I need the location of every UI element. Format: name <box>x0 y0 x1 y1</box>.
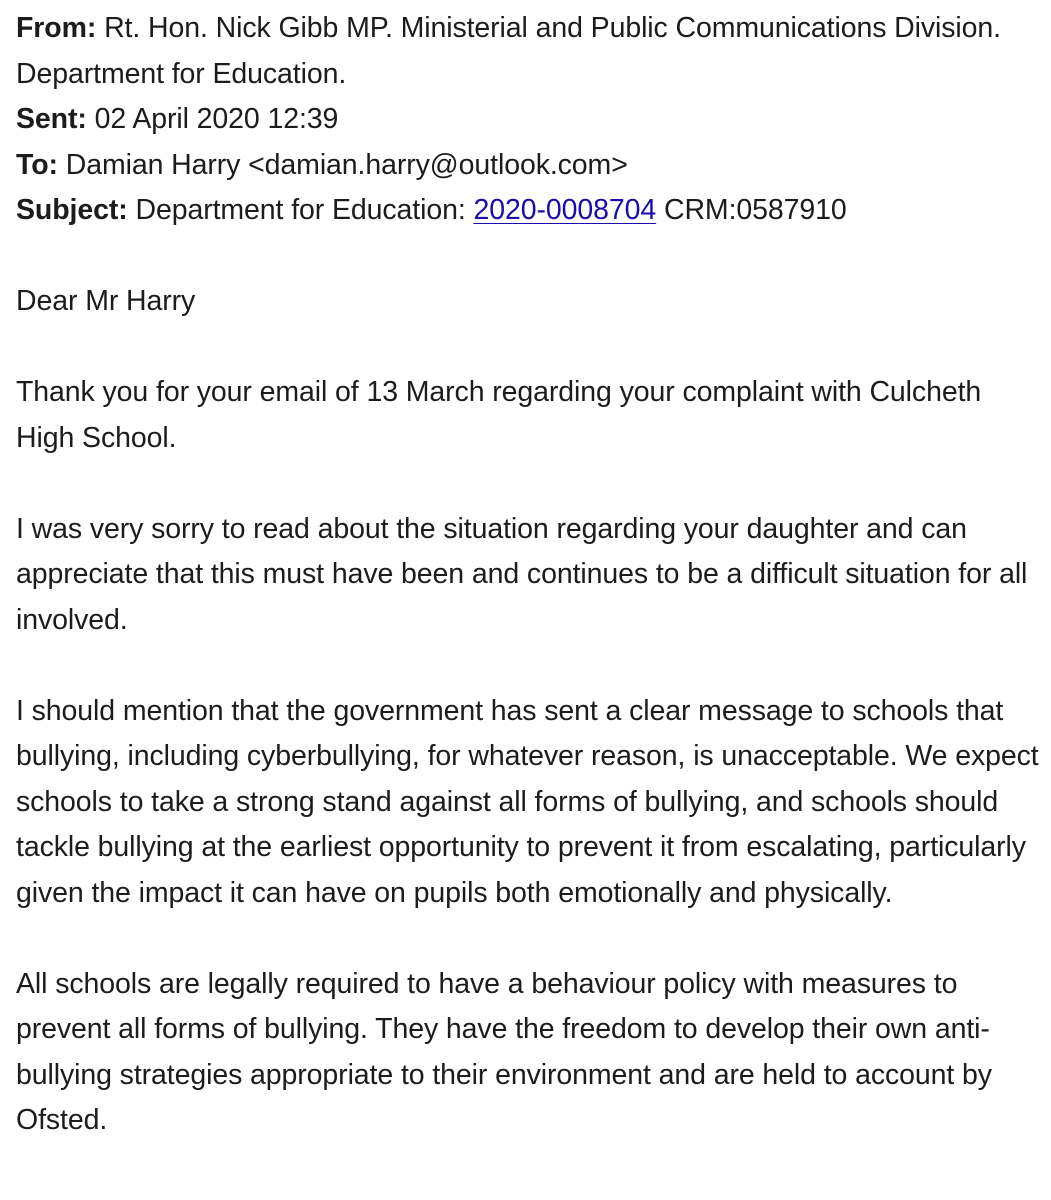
ticket-number-link[interactable]: 2020-0008704 <box>473 194 657 226</box>
subject-prefix: Department for Education: <box>135 194 466 226</box>
email-message <box>16 6 1046 1144</box>
body-paragraph-4: All schools are legally required to have a behaviour policy with measures to prevent all forms of bullying. They have the freedom to develop their own anti-bullying strategies appropriate to their environment and are held to account by Ofsted. <box>16 967 992 1136</box>
to-value: Damian Harry <damian.harry@outlook.com> <box>65 148 628 181</box>
salutation: Dear Mr Harry <box>16 285 196 317</box>
to-line <box>16 143 1046 189</box>
from-value: Rt. Hon. Nick Gibb MP. Ministerial and Public Communications Division. Department for Education. <box>16 12 1001 90</box>
email-body <box>16 279 1046 1144</box>
body-paragraph-2: I was very sorry to read about the situation regarding your daughter and can appreciate that this must have been and continues to be a difficult situation for all involved. <box>16 512 1028 636</box>
subject-line <box>16 188 1046 234</box>
sent-label: Sent: <box>16 103 87 135</box>
subject-crm-reference: CRM:0587910 <box>663 194 847 226</box>
sent-line <box>16 97 1046 143</box>
sent-value: 02 April 2020 12:39 <box>94 103 339 135</box>
email-header <box>16 6 1046 234</box>
subject-label: Subject: <box>16 194 128 226</box>
to-label: To: <box>16 148 58 181</box>
body-paragraph-3: I should mention that the government has sent a clear message to schools that bullying, including cyberbullying, for whatever reason, is unacceptable. We expect schools to take a strong stand against all forms of bullying, and schools should tackle bullying at the earliest opportunity to prevent it from escalating, particularly given the impact it can have on pupils both emotionally and physically. <box>16 694 1039 909</box>
from-line <box>16 6 1046 97</box>
from-label: From: <box>16 12 97 44</box>
body-paragraph-1: Thank you for your email of 13 March regarding your complaint with Culcheth High School. <box>16 376 982 454</box>
